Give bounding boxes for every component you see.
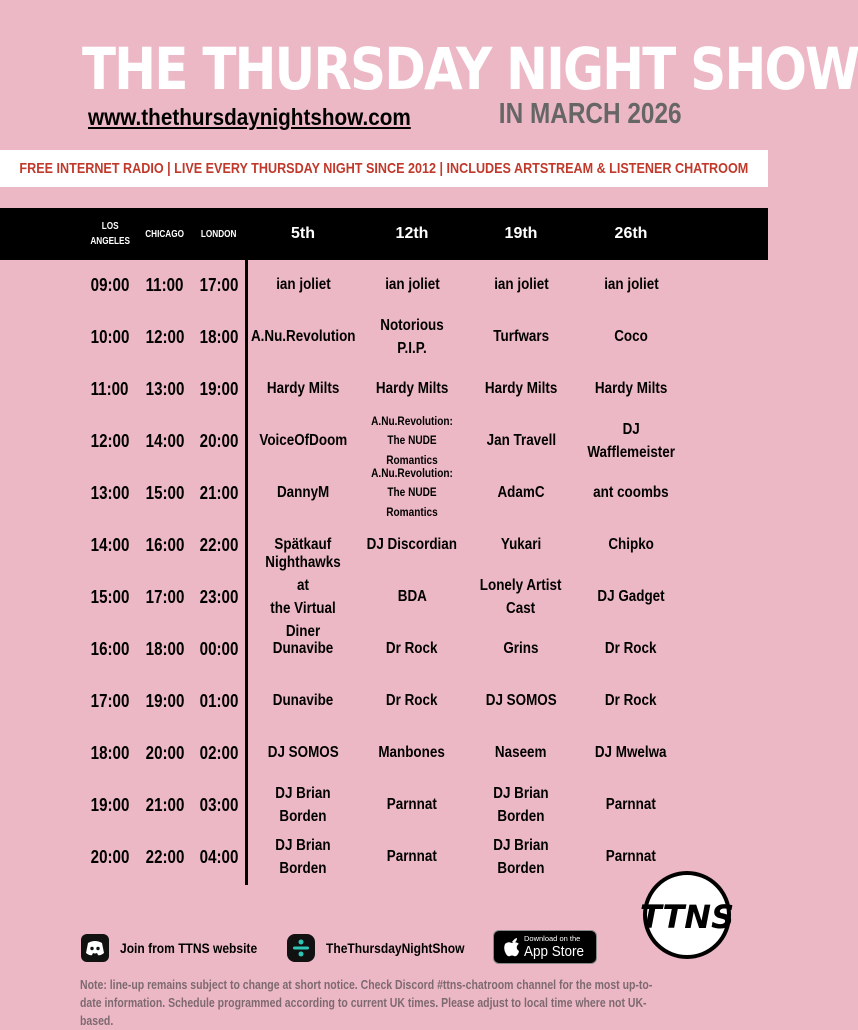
month-label: IN MARCH 2026 — [499, 98, 682, 130]
date-header: 5th — [291, 225, 315, 242]
social-label: TheThursdayNightShow — [326, 940, 465, 956]
show-cell: Chipko — [608, 536, 654, 554]
appstore-big: App Store — [524, 943, 585, 960]
show-cell: Dr Rock — [386, 692, 438, 710]
discord-icon — [80, 933, 110, 963]
time-cell: 01:00 — [199, 690, 239, 711]
time-cell: 18:00 — [90, 742, 130, 763]
show-cell: Nighthawks at the Virtual Diner — [265, 553, 341, 641]
time-cell: 11:00 — [91, 378, 129, 399]
show-cell: ian joliet — [493, 276, 549, 294]
footnote: Note: line-up remains subject to change at short notice. Check Discord #ttns-chatroom channel for the most up-to-date information. Schedule programmed according to current UK times. Please adjust to local time where not UK-based. — [80, 978, 653, 1029]
table-row — [0, 553, 768, 641]
show-cell: Parnnat — [386, 796, 438, 814]
show-cell: Hardy Milts — [266, 380, 340, 398]
divide-icon — [286, 933, 316, 963]
show-cell: Dr Rock — [386, 640, 438, 658]
show-cell: DJ Brian Borden — [275, 836, 331, 877]
show-cell: Manbones — [378, 744, 446, 762]
show-cell: Jan Travell — [486, 432, 556, 450]
time-cell: 12:00 — [90, 430, 130, 451]
time-cell: 18:00 — [145, 638, 185, 659]
table-row — [0, 259, 768, 311]
table-row — [0, 675, 768, 727]
show-cell: Parnnat — [605, 796, 657, 814]
time-cell: 20:00 — [199, 430, 239, 451]
time-cell: 19:00 — [199, 378, 239, 399]
time-cell: 21:00 — [145, 794, 185, 815]
time-cell: 09:00 — [90, 274, 130, 295]
timezone-header: LONDON — [201, 228, 237, 240]
show-cell: Grins — [503, 640, 539, 658]
time-cell: 18:00 — [199, 326, 239, 347]
show-cell: A.Nu.Revolution: The NUDE Romantics — [371, 466, 453, 519]
social-link[interactable] — [286, 932, 487, 964]
table-row — [0, 623, 768, 675]
time-cell: 17:00 — [145, 586, 185, 607]
timezone-header: CHICAGO — [145, 228, 185, 240]
show-cell: Notorious P.I.P. — [380, 316, 444, 357]
date-header: 19th — [504, 225, 538, 242]
show-cell: Dunavibe — [272, 692, 334, 710]
time-cell: 02:00 — [199, 742, 239, 763]
show-cell: DJ Mwelwa — [595, 744, 667, 762]
show-cell: Hardy Milts — [375, 380, 449, 398]
ttns-logo — [639, 870, 735, 960]
show-cell: Parnnat — [386, 848, 438, 866]
tagline: FREE INTERNET RADIO | LIVE EVERY THURSDAY NIGHT SINCE 2012 | INCLUDES ARTSTREAM & LISTENER CHATROOM — [19, 160, 749, 177]
time-cell: 20:00 — [90, 846, 130, 867]
table-row — [0, 311, 768, 363]
show-cell: Lonely Artist Cast — [480, 576, 562, 617]
show-cell: Turfwars — [493, 328, 549, 346]
show-cell: Dr Rock — [605, 692, 657, 710]
show-cell: DJ Discordian — [366, 536, 458, 554]
table-row — [0, 727, 768, 779]
time-cell: 19:00 — [145, 690, 185, 711]
timezone-header: LOS ANGELES — [90, 221, 130, 247]
show-cell: DJ SOMOS — [267, 744, 339, 762]
time-cell: 22:00 — [145, 846, 185, 867]
show-cell: Naseem — [495, 744, 547, 762]
date-header: 12th — [395, 225, 429, 242]
show-cell: ian joliet — [603, 276, 659, 294]
show-cell: Coco — [614, 328, 648, 346]
show-cell: DJ Brian Borden — [275, 784, 331, 825]
discord-label: Join from TTNS website — [120, 940, 258, 956]
tagline-bar — [0, 150, 768, 187]
show-cell: DannyM — [276, 484, 330, 502]
show-cell: DJ Brian Borden — [493, 836, 549, 877]
show-cell: DJ Gadget — [597, 588, 665, 606]
show-cell: DJ SOMOS — [485, 692, 557, 710]
appstore-small: Download on the — [524, 934, 581, 943]
time-cell: 11:00 — [146, 274, 184, 295]
time-cell: 16:00 — [90, 638, 130, 659]
time-cell: 14:00 — [90, 534, 130, 555]
show-cell: VoiceOfDoom — [259, 432, 347, 450]
time-cell: 13:00 — [90, 482, 130, 503]
time-cell: 21:00 — [199, 482, 239, 503]
table-row — [0, 363, 768, 415]
table-row — [0, 779, 768, 831]
show-cell: Spätkauf — [274, 536, 332, 554]
time-cell: 10:00 — [90, 326, 130, 347]
table-row — [0, 467, 768, 519]
table-row — [0, 415, 768, 467]
show-cell: DJ Wafflemeister — [587, 420, 675, 461]
logo-text: TTNS — [639, 898, 735, 936]
show-cell: AdamC — [497, 484, 545, 502]
show-cell: Yukari — [500, 536, 542, 554]
discord-link[interactable] — [80, 932, 279, 964]
time-cell: 19:00 — [90, 794, 130, 815]
time-cell: 00:00 — [199, 638, 239, 659]
page-title: THE THURSDAY NIGHT SHOW — [82, 35, 858, 103]
show-cell: A.Nu.Revolution: The NUDE Romantics — [371, 414, 453, 467]
time-cell: 17:00 — [90, 690, 130, 711]
time-cell: 22:00 — [199, 534, 239, 555]
time-cell: 15:00 — [90, 586, 130, 607]
show-cell: Dunavibe — [272, 640, 334, 658]
show-cell: BDA — [397, 588, 427, 606]
show-cell: ian joliet — [384, 276, 440, 294]
time-cell: 15:00 — [145, 482, 185, 503]
show-cell: Dr Rock — [605, 640, 657, 658]
table-row — [0, 519, 768, 571]
time-cell: 03:00 — [199, 794, 239, 815]
time-cell: 04:00 — [199, 846, 239, 867]
show-cell: A.Nu.Revolution — [250, 328, 356, 346]
show-cell: DJ Brian Borden — [493, 784, 549, 825]
show-cell: ant coombs — [593, 484, 669, 502]
app-store-badge[interactable] — [493, 930, 597, 964]
time-cell: 16:00 — [145, 534, 185, 555]
time-cell: 13:00 — [145, 378, 185, 399]
website-link[interactable]: www.thethursdaynightshow.com — [88, 104, 411, 130]
schedule-header — [0, 208, 768, 260]
show-cell: ian joliet — [275, 276, 331, 294]
time-cell: 23:00 — [199, 586, 239, 607]
show-cell: Parnnat — [605, 848, 657, 866]
time-cell: 20:00 — [145, 742, 185, 763]
apple-icon — [503, 937, 521, 957]
date-header: 26th — [614, 225, 648, 242]
time-cell: 12:00 — [145, 326, 185, 347]
show-cell: Hardy Milts — [594, 380, 668, 398]
time-cell: 17:00 — [199, 274, 239, 295]
show-cell: Hardy Milts — [484, 380, 558, 398]
time-cell: 14:00 — [145, 430, 185, 451]
